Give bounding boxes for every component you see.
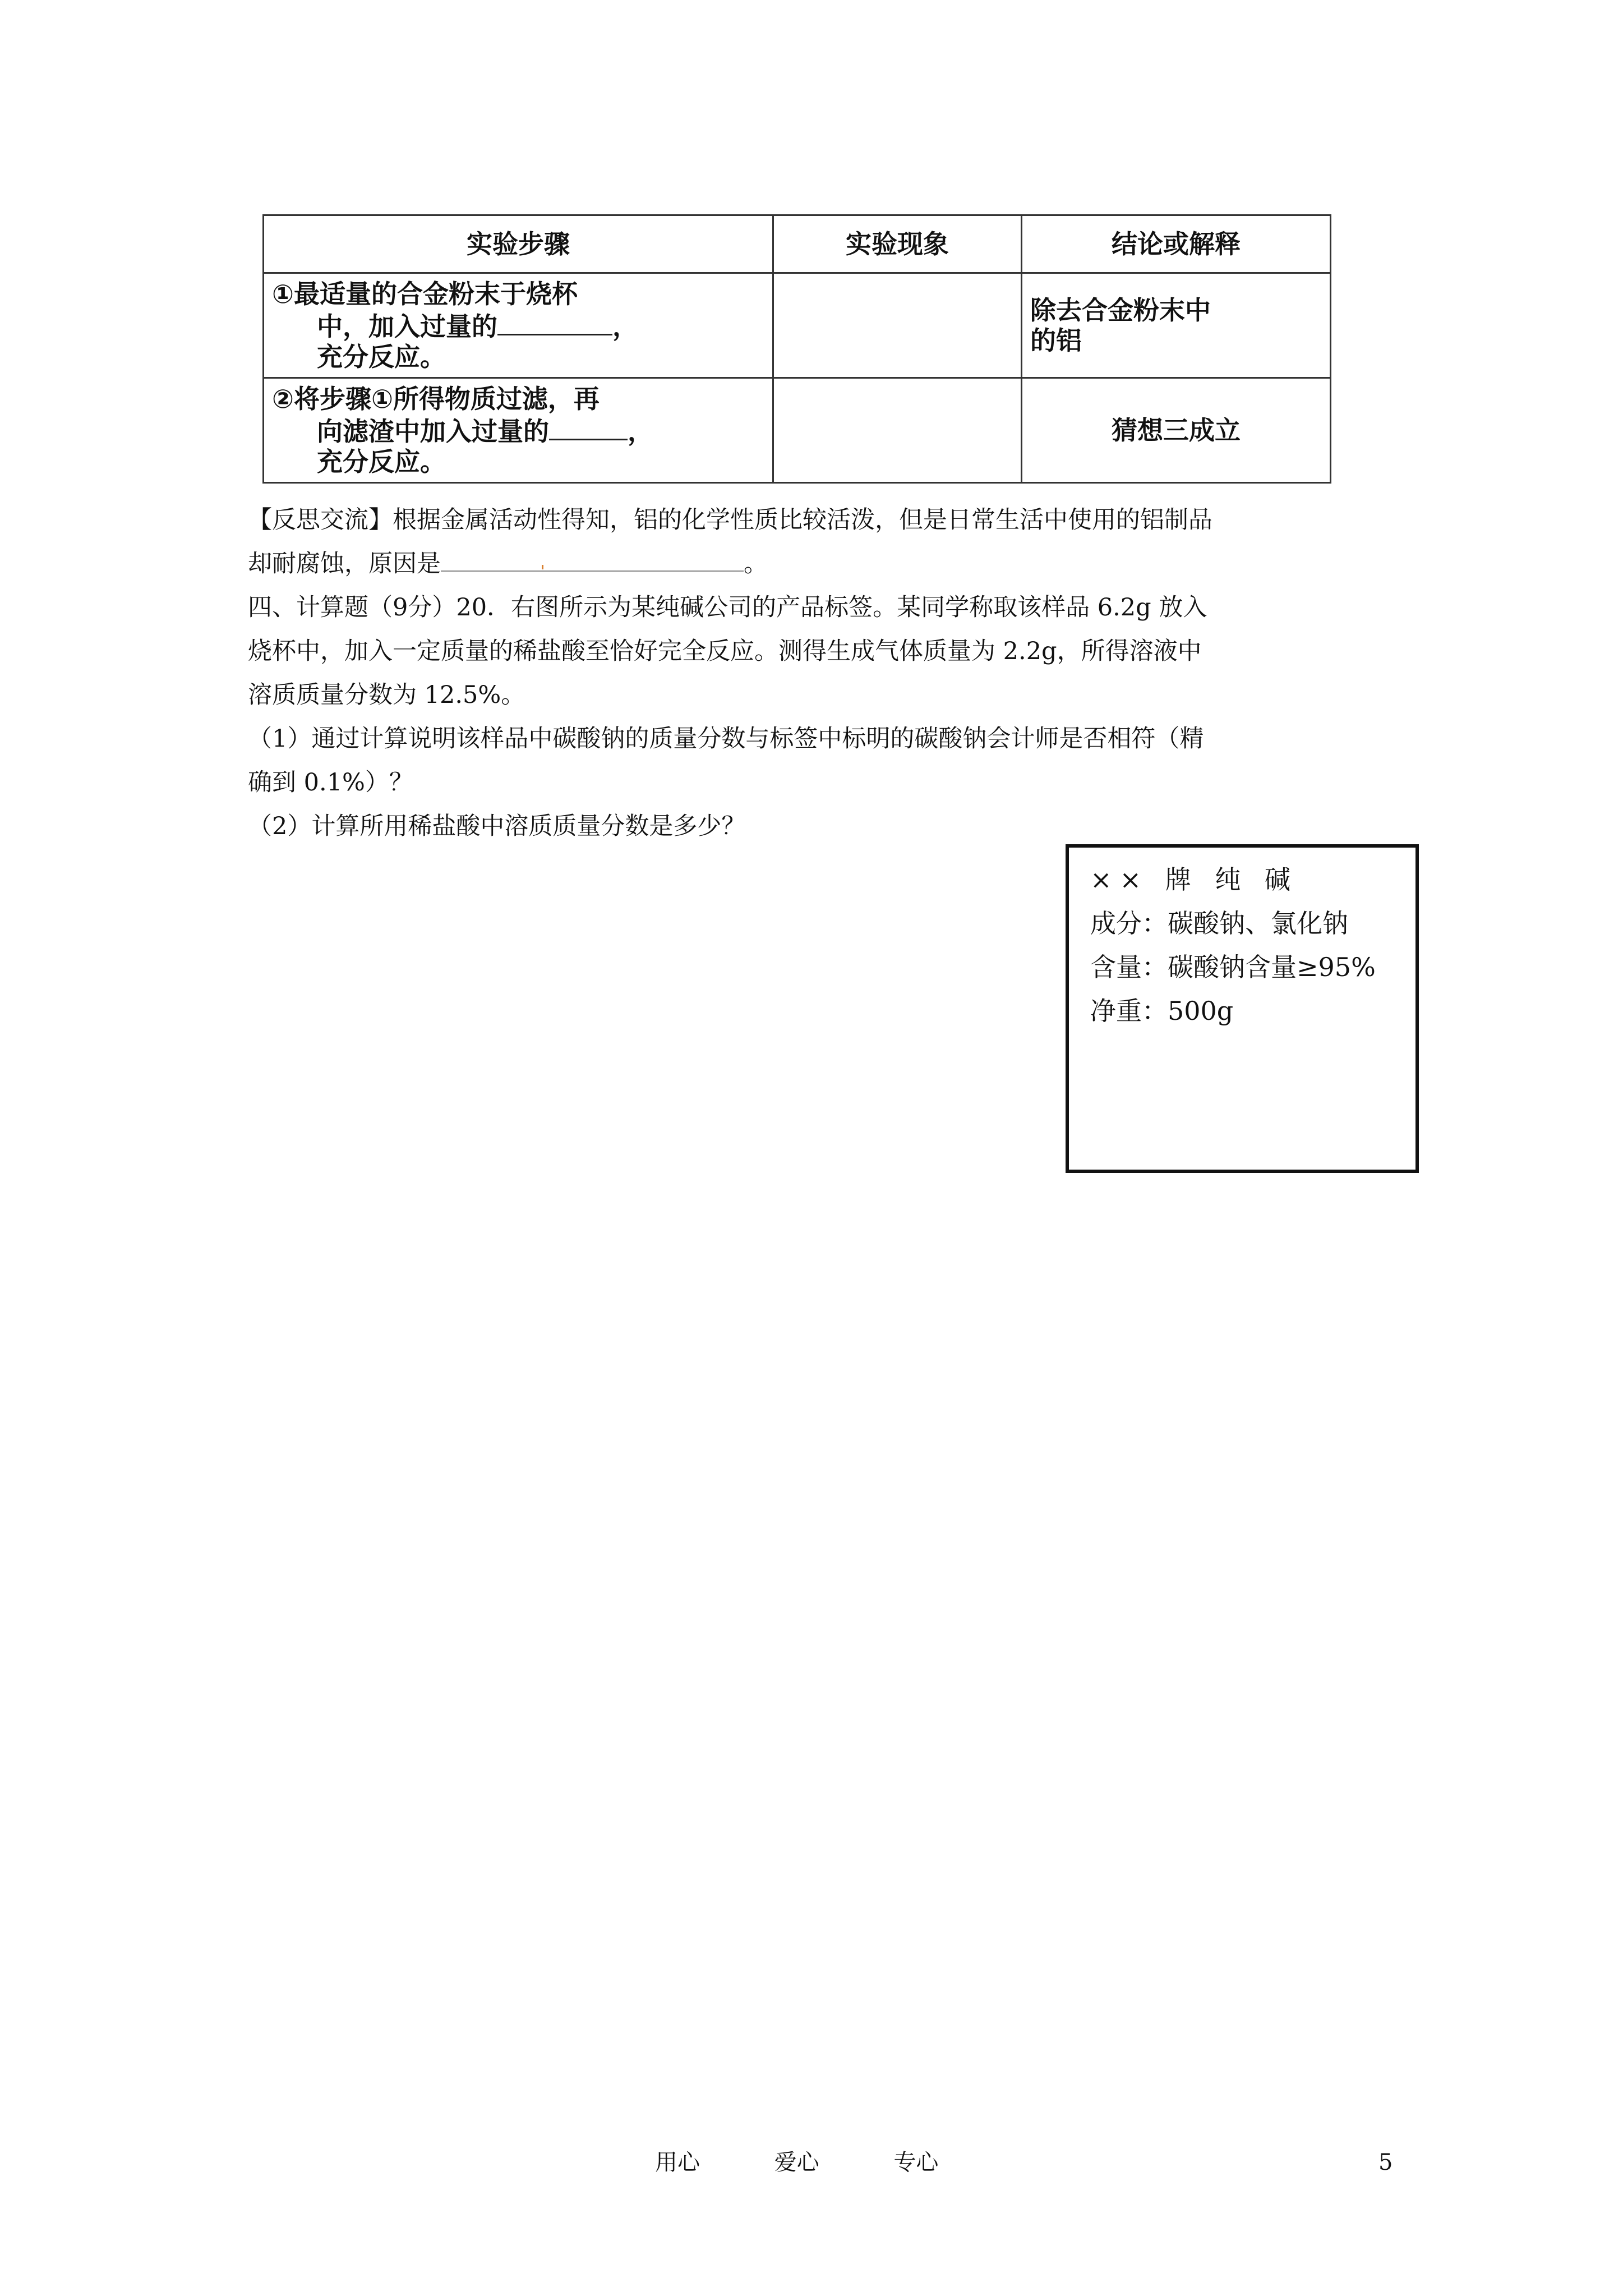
table-header-row <box>264 215 1331 273</box>
question-1-line-2: 确到 0.1%）？ <box>248 769 413 797</box>
conclusion-1-line-2: 的铝 <box>1030 325 1082 356</box>
motto-word-1: 用心 <box>655 2150 700 2175</box>
step-1-line-2-text: 中，加入过量的 <box>317 311 497 342</box>
conclusion-1-line-1: 除去合金粉末中 <box>1030 295 1211 325</box>
table-row <box>264 273 1331 378</box>
question-2: （2）计算所用稀盐酸中溶质质量分数是多少？ <box>248 812 746 840</box>
step-cell-2 <box>264 378 773 483</box>
reflection-line-1 <box>248 498 1403 542</box>
step-1-line-2-suffix: ， <box>612 311 638 342</box>
label-net-weight: 净重：500g <box>1090 996 1234 1026</box>
label-ingredients: 成分：碳酸钠、氯化钠 <box>1090 908 1348 938</box>
reflection-line-2 <box>248 542 1403 586</box>
step-1-line-3: 充分反应。 <box>317 342 446 372</box>
page-number: 5 <box>1378 2150 1393 2175</box>
header-steps: 实验步骤 <box>264 215 773 273</box>
step-1-line-2 <box>272 309 764 342</box>
motto-word-3: 专心 <box>893 2150 939 2175</box>
reflection-text-1: 根据金属活动性得知，铝的化学性质比较活泼，但是日常生活中使用的铝制品 <box>393 506 1212 534</box>
step-2-line-2 <box>272 414 764 447</box>
reflection-label: 【反思交流】 <box>248 506 393 534</box>
fill-blank-2[interactable] <box>549 414 628 440</box>
step-2-line-1: ②将步骤①所得物质过滤，再 <box>272 384 600 414</box>
step-2-line-2-text: 向滤渣中加入过量的 <box>317 416 549 447</box>
question-1-line-1: （1）通过计算说明该样品中碳酸钠的质量分数与标签中标明的碳酸钠会计师是否相符（精 <box>248 725 1204 753</box>
reflection-text-2: 却耐腐蚀，原因是 <box>248 550 441 578</box>
step-2-line-2-suffix: ， <box>628 416 653 447</box>
footer-motto <box>655 2148 1006 2177</box>
reflection-answer-blank[interactable] <box>441 545 744 572</box>
observation-cell-2[interactable] <box>773 378 1022 483</box>
label-content: 含量：碳酸钠含量≥95% <box>1090 952 1376 982</box>
conclusion-cell-1 <box>1022 273 1331 378</box>
header-conclusion: 结论或解释 <box>1022 215 1331 273</box>
product-label-box <box>1066 844 1419 1173</box>
motto-word-2: 爱心 <box>774 2150 819 2175</box>
reflection-text-2-suffix: 。 <box>744 550 768 578</box>
step-2-line-3: 充分反应。 <box>317 447 446 477</box>
blank-tick-mark <box>542 565 543 569</box>
header-observation: 实验现象 <box>773 215 1022 273</box>
fill-blank-1[interactable] <box>497 309 612 335</box>
step-1-line-1: ①最适量的合金粉末于烧杯 <box>272 279 578 309</box>
experiment-table <box>262 214 1331 484</box>
problem-line-2: 烧杯中，加入一定质量的稀盐酸至恰好完全反应。测得生成气体质量为 2.2g，所得溶液中 <box>248 637 1202 665</box>
problem-line-3: 溶质质量分数为 12.5%。 <box>248 681 525 709</box>
step-cell-1 <box>264 273 773 378</box>
observation-cell-1[interactable] <box>773 273 1022 378</box>
problem-line-1: 四、计算题（9分）20．右图所示为某纯碱公司的产品标签。某同学称取该样品 6.2g 放入 <box>248 593 1207 622</box>
table-row <box>264 378 1331 483</box>
label-brand: ×× 牌 纯 碱 <box>1090 864 1298 895</box>
conclusion-cell-2: 猜想三成立 <box>1022 378 1331 483</box>
